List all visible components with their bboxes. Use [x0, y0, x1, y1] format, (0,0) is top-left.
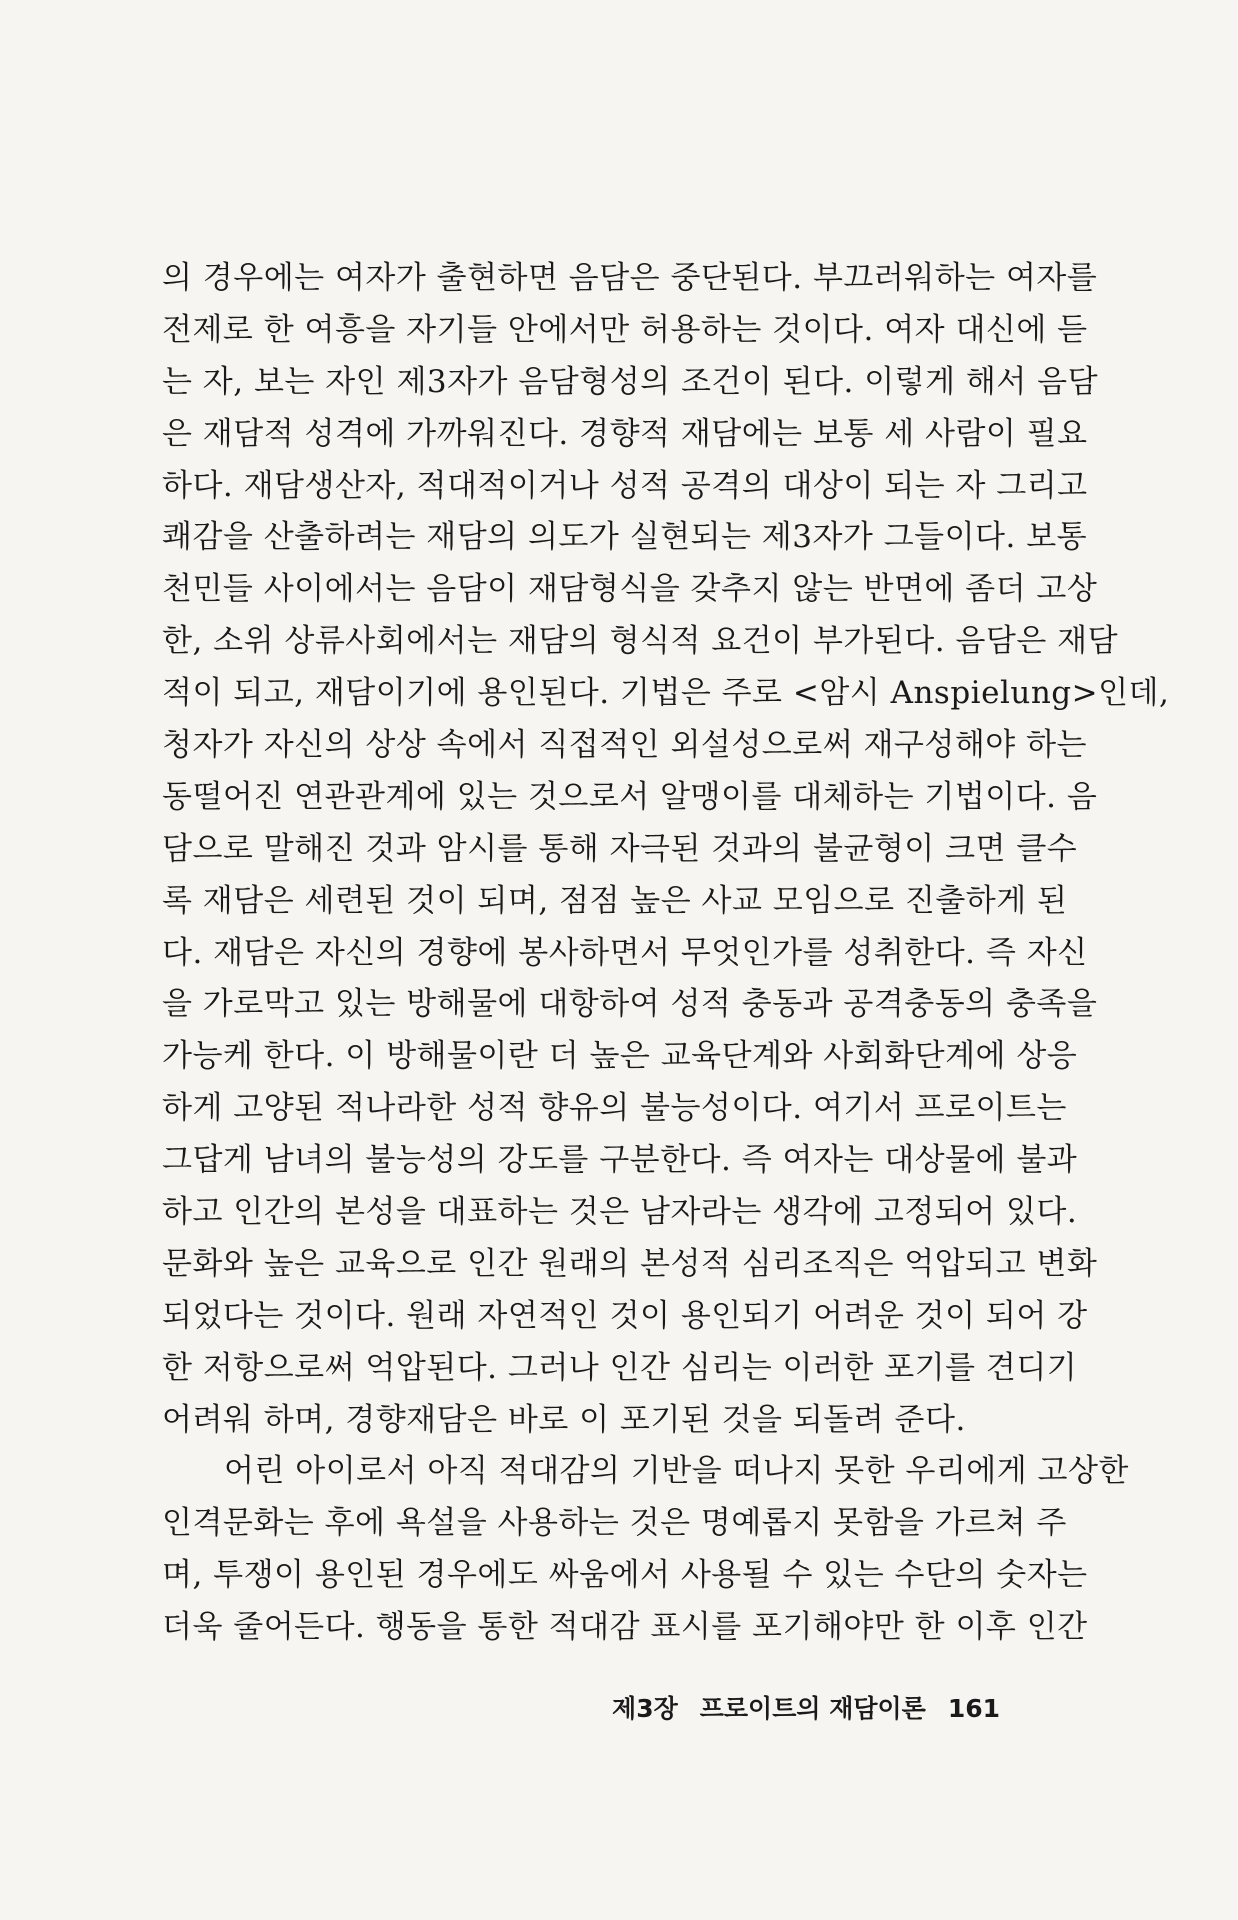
text-line: 천민들 사이에서는 음담이 재담형식을 갖추지 않는 반면에 좀더 고상: [162, 571, 1098, 608]
text-line: 인격문화는 후에 욕설을 사용하는 것은 명예롭지 못함을 가르쳐 주: [162, 1505, 1067, 1542]
text-line: 는 자, 보는 자인 제3자가 음담형성의 조건이 된다. 이렇게 해서 음담: [162, 363, 1099, 400]
paragraph-start-line: 어린 아이로서 아직 적대감의 기반을 떠나지 못한 우리에게 고상한: [224, 1453, 1129, 1490]
text-line: 을 가로막고 있는 방해물에 대항하여 성적 충동과 공격충동의 충족을: [162, 986, 1098, 1023]
text-line: 다. 재담은 자신의 경향에 봉사하면서 무엇인가를 성취한다. 즉 자신: [162, 934, 1088, 971]
running-footer: [0, 1689, 1000, 1725]
text-line: 은 재담적 성격에 가까워진다. 경향적 재담에는 보통 세 사람이 필요: [162, 415, 1088, 452]
text-line: 하게 고양된 적나라한 성적 향유의 불능성이다. 여기서 프로이트는: [162, 1090, 1067, 1127]
text-line: 동떨어진 연관관계에 있는 것으로서 알맹이를 대체하는 기법이다. 음: [162, 778, 1098, 815]
text-line: 록 재담은 세련된 것이 되며, 점점 높은 사교 모임으로 진출하게 된: [162, 882, 1068, 919]
text-line: 되었다는 것이다. 원래 자연적인 것이 용인되기 어려운 것이 되어 강: [162, 1297, 1088, 1334]
text-line: 쾌감을 산출하려는 재담의 의도가 실현되는 제3자가 그들이다. 보통: [162, 519, 1088, 556]
text-line: 며, 투쟁이 용인된 경우에도 싸움에서 사용될 수 있는 수단의 숫자는: [162, 1557, 1088, 1594]
text-line: 의 경우에는 여자가 출현하면 음담은 중단된다. 부끄러워하는 여자를: [162, 260, 1098, 296]
text-line: 문화와 높은 교육으로 인간 원래의 본성적 심리조직은 억압되고 변화: [162, 1245, 1098, 1282]
page-number: 161: [947, 1694, 1000, 1723]
text-line: 하다. 재담생산자, 적대적이거나 성적 공격의 대상이 되는 자 그리고: [162, 467, 1088, 504]
text-line: 하고 인간의 본성을 대표하는 것은 남자라는 생각에 고정되어 있다.: [162, 1194, 1078, 1231]
text-line: 그답게 남녀의 불능성의 강도를 구분한다. 즉 여자는 대상물에 불과: [162, 1142, 1078, 1179]
text-line: 전제로 한 여흥을 자기들 안에서만 허용하는 것이다. 여자 대신에 듣: [162, 311, 1088, 348]
text-line: 한, 소위 상류사회에서는 재담의 형식적 요건이 부가된다. 음담은 재담: [162, 623, 1119, 660]
text-line: 더욱 줄어든다. 행동을 통한 적대감 표시를 포기해야만 한 이후 인간: [162, 1609, 1088, 1646]
body-text: [162, 253, 1170, 1654]
paragraph-end-line: 어려워 하며, 경향재담은 바로 이 포기된 것을 되돌려 준다.: [162, 1401, 966, 1438]
text-line: 담으로 말해진 것과 암시를 통해 자극된 것과의 불균형이 크면 클수: [162, 830, 1078, 867]
text-line: 가능케 한다. 이 방해물이란 더 높은 교육단계와 사회화단계에 상응: [162, 1038, 1078, 1075]
chapter-title: 프로이트의 재담이론: [699, 1694, 926, 1723]
text-line: 한 저항으로써 억압된다. 그러나 인간 심리는 이러한 포기를 견디기: [162, 1349, 1078, 1386]
text-line: 청자가 자신의 상상 속에서 직접적인 외설성으로써 재구성해야 하는: [162, 727, 1087, 764]
chapter-label: 제3장: [612, 1694, 678, 1723]
text-line: 적이 되고, 재담이기에 용인된다. 기법은 주로 <암시 Anspielung>인데,: [162, 675, 1170, 712]
